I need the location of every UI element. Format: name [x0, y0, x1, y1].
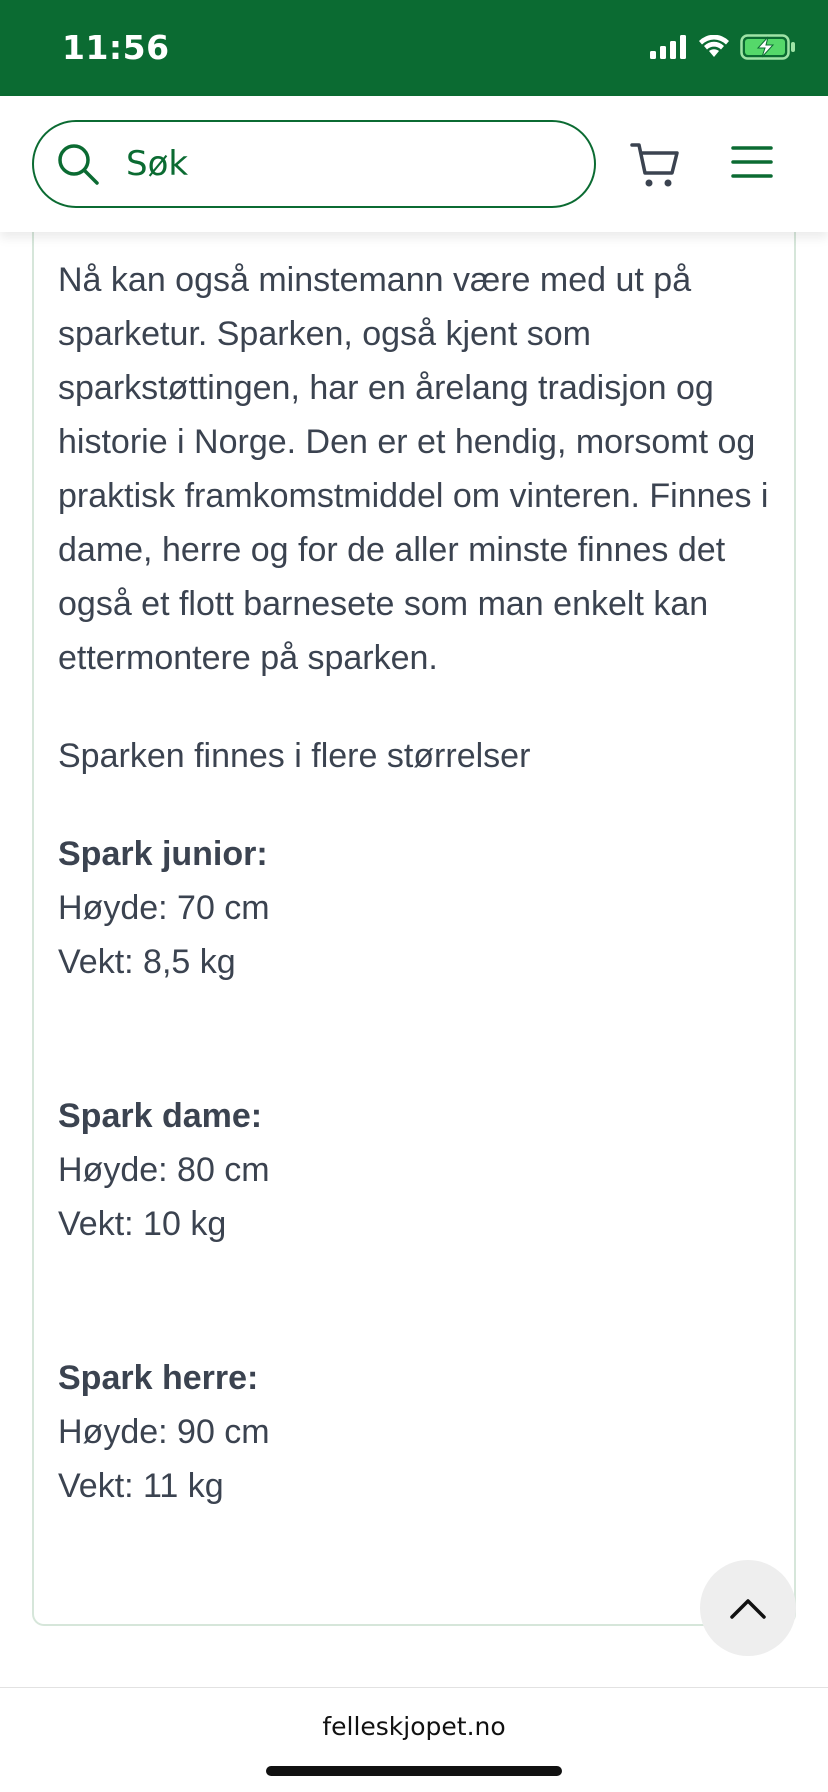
signal-icon [650, 35, 688, 59]
spec-herre [58, 1351, 778, 1513]
menu-icon[interactable] [730, 140, 774, 184]
spec-height: Høyde: 70 cm [58, 889, 270, 927]
status-icons [650, 34, 796, 60]
spec-dame [58, 1089, 778, 1251]
search-icon [56, 142, 100, 186]
site-header [0, 96, 828, 232]
cart-icon[interactable] [630, 140, 680, 190]
search-input[interactable] [32, 120, 596, 208]
product-description [58, 253, 778, 1513]
spec-junior [58, 827, 778, 989]
battery-charging-icon [740, 34, 796, 60]
chevron-up-icon [729, 1596, 767, 1620]
spec-weight: Vekt: 8,5 kg [58, 943, 236, 981]
spec-title: Spark herre: [58, 1359, 259, 1397]
spec-height: Høyde: 90 cm [58, 1413, 270, 1451]
home-indicator[interactable] [266, 1766, 562, 1776]
status-bar [0, 0, 828, 96]
spec-title: Spark junior: [58, 835, 268, 873]
spec-height: Høyde: 80 cm [58, 1151, 270, 1189]
scroll-to-top-button[interactable] [700, 1560, 796, 1656]
browser-bottom-bar [0, 1687, 828, 1792]
spec-weight: Vekt: 10 kg [58, 1205, 227, 1243]
wifi-icon [698, 35, 730, 59]
description-text: Nå kan også minstemann være med ut på sparketur. Sparken, også kjent som sparkstøttingen, har en årelang tradisjon og historie i Norge. Den er et hendig, morsomt og praktisk framkomstmiddel om vinteren. Finnes i dame, herre og for de aller minste finnes det også et flott barnesete som man enkelt kan ettermontere på sparken. [58, 261, 769, 677]
search-placeholder: Søk [126, 144, 189, 184]
spec-weight: Vekt: 11 kg [58, 1467, 224, 1505]
status-time: 11:56 [62, 28, 170, 67]
spec-title: Spark dame: [58, 1097, 263, 1135]
browser-url[interactable]: felleskjopet.no [322, 1712, 506, 1741]
sizes-intro: Sparken finnes i flere størrelser [58, 737, 531, 775]
